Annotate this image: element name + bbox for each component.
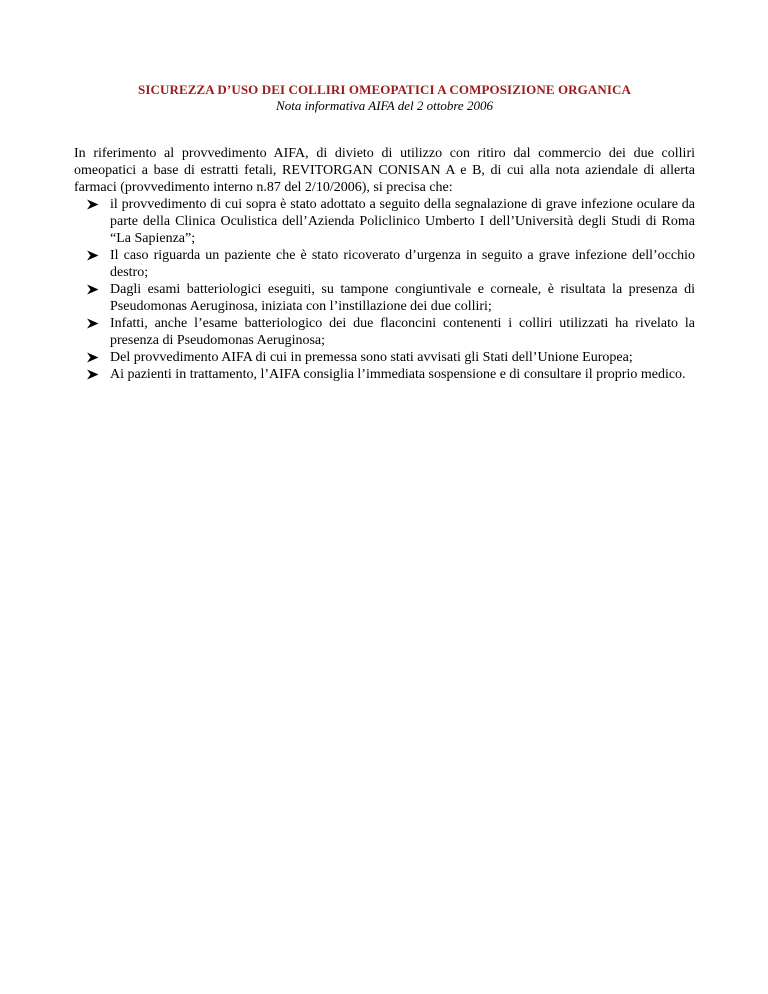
arrowhead-bullet-icon: [86, 366, 100, 383]
list-item: [86, 196, 695, 247]
list-item-text: Dagli esami batteriologici eseguiti, su tampone congiuntivale e corneale, è risultata la presenza di Pseudomonas Aeruginosa, iniziata con l’instillazione dei due colliri;: [110, 282, 695, 314]
arrowhead-bullet-icon: [86, 315, 100, 332]
bullet-list: [74, 196, 695, 383]
list-item: [86, 366, 695, 383]
list-item: [86, 349, 695, 366]
arrowhead-bullet-icon: [86, 196, 100, 213]
document-subtitle: Nota informativa AIFA del 2 ottobre 2006: [276, 98, 493, 113]
list-item-text: Del provvedimento AIFA di cui in premessa sono stati avvisati gli Stati dell’Unione Europea;: [110, 350, 633, 365]
list-item: [86, 281, 695, 315]
list-item: [86, 247, 695, 281]
list-item: [86, 315, 695, 349]
arrowhead-bullet-icon: [86, 247, 100, 264]
list-item-text: Il caso riguarda un paziente che è stato ricoverato d’urgenza in seguito a grave infezione dell’occhio destro;: [110, 248, 695, 280]
list-item-text: il provvedimento di cui sopra è stato adottato a seguito della segnalazione di grave infezione oculare da parte della Clinica Oculistica dell’Azienda Policlinico Umberto I dell’Università degli Studi di Roma “La Sapienza”;: [110, 197, 695, 246]
list-item-text: Infatti, anche l’esame batteriologico dei due flaconcini contenenti i colliri utilizzati ha rivelato la presenza di Pseudomonas Aeruginosa;: [110, 316, 695, 348]
intro-paragraph: In riferimento al provvedimento AIFA, di divieto di utilizzo con ritiro dal commercio dei due colliri omeopatici a base di estratti fetali, REVITORGAN CONISAN A e B, di cui alla nota aziendale di allerta farmaci (provvedimento interno n.87 del 2/10/2006), si precisa che:: [74, 146, 695, 195]
arrowhead-bullet-icon: [86, 281, 100, 298]
document-page: [74, 82, 695, 383]
list-item-text: Ai pazienti in trattamento, l’AIFA consiglia l’immediata sospensione e di consultare il proprio medico.: [110, 367, 686, 382]
arrowhead-bullet-icon: [86, 349, 100, 366]
document-title: SICUREZZA D’USO DEI COLLIRI OMEOPATICI A COMPOSIZIONE ORGANICA: [138, 82, 631, 97]
